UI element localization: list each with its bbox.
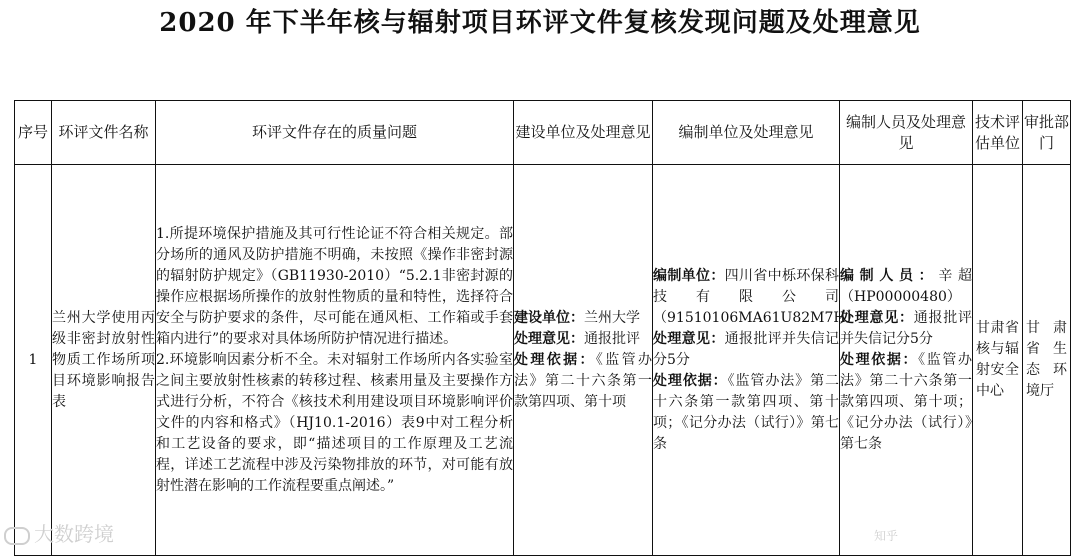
cell-tech: 甘肃省核与辐射安全中心: [973, 165, 1023, 556]
cell-file: 兰州大学使用丙级非密封放射性物质工作场所项目环境影响报告表: [52, 165, 156, 556]
builder-opinion: 通报批评: [584, 330, 640, 347]
header-row: [15, 101, 1071, 165]
staff-basis: 《监管办法》第二十六条第一款第四项、第十项；《记分办法（试行）》第七条: [840, 351, 972, 452]
issue-2: 2.环境影响因素分析不全。未对辐射工作场所内各实验室之间主要放射性核素的转移过程、核素用量及主要操作方式进行分析，不符合《核技术利用建设项目环境影响评价文件的内容和格式》（HJ10.1-2016）表9中对工程分析和工艺设备的要求，即“描述项目的工作原理及工艺流程，详述工艺流程中涉及污染物排放的环节，对可能有放射性潜在影响的工作流程要重点阐述。”: [156, 351, 513, 494]
compiler-basis-label: 处理依据：: [653, 372, 728, 389]
issue-1: 1.所提环境保护措施及其可行性论证不符合相关规定。部分场所的通风及防护措施不明确，未按照《操作非密封源的辐射防护规定》（GB11930-2010）“5.2.1非密封源的操作应根据场所操作的放射性物质的量和特性，选择符合安全与防护要求的条件，尽可能在通风柜、工作箱或手套箱内进行”的要求对具体场所防护情况进行描述。: [156, 225, 513, 347]
builder-basis-label: 处理依据：: [514, 351, 596, 368]
cell-issues: [156, 165, 514, 556]
builder-opinion-label: 处理意见：: [514, 330, 584, 347]
watermark-small: 知乎: [874, 529, 899, 543]
staff-person: 辛超（HP00000480）: [840, 267, 973, 305]
cell-builder: [514, 165, 653, 556]
staff-opinion-label: 处理意见：: [840, 309, 914, 326]
watermark-text: 大数跨境: [34, 522, 114, 546]
builder-unit-label: 建设单位：: [514, 309, 584, 326]
watermark: [4, 518, 114, 547]
builder-basis: 《监管办法》第二十六条第一款第四项、第十项: [514, 351, 652, 410]
compiler-basis: 《监管办法》第二十六条第一款第四项、第十项；《记分办法（试行）》第七条: [653, 372, 840, 452]
document-title: 2020 年下半年核与辐射项目环评文件复核发现问题及处理意见: [159, 8, 921, 38]
header-no: 序号: [15, 101, 52, 165]
cell-no: 1: [15, 165, 52, 556]
header-staff: 编制人员及处理意见: [840, 101, 973, 165]
compiler-unit-label: 编制单位：: [653, 267, 725, 284]
staff-person-label: 编制人员：: [840, 267, 939, 284]
compiler-opinion-label: 处理意见：: [653, 330, 725, 347]
staff-basis-label: 处理依据：: [840, 351, 919, 368]
header-builder: 建设单位及处理意见: [514, 101, 653, 165]
header-compiler: 编制单位及处理意见: [653, 101, 840, 165]
staff-opinion: 通报批评并失信记分5分: [840, 309, 972, 347]
cell-staff: [840, 165, 973, 556]
watermark-logo-icon: [4, 527, 30, 545]
cell-approval: 甘肃省生态环境厅: [1023, 165, 1071, 556]
cell-compiler: [653, 165, 860, 556]
compiler-opinion: 通报批评并失信记分5分: [653, 330, 840, 368]
builder-unit: 兰州大学: [584, 309, 640, 326]
header-approval: 审批部门: [1023, 101, 1071, 165]
header-tech: 技术评估单位: [973, 101, 1023, 165]
header-issues: 环评文件存在的质量问题: [156, 101, 514, 165]
header-file: 环评文件名称: [52, 101, 156, 165]
review-table: [14, 100, 1071, 556]
compiler-unit: 四川省中栎环保科技有限公司（91510106MA61U82M7H）: [653, 267, 860, 326]
table-row: [15, 165, 1071, 556]
